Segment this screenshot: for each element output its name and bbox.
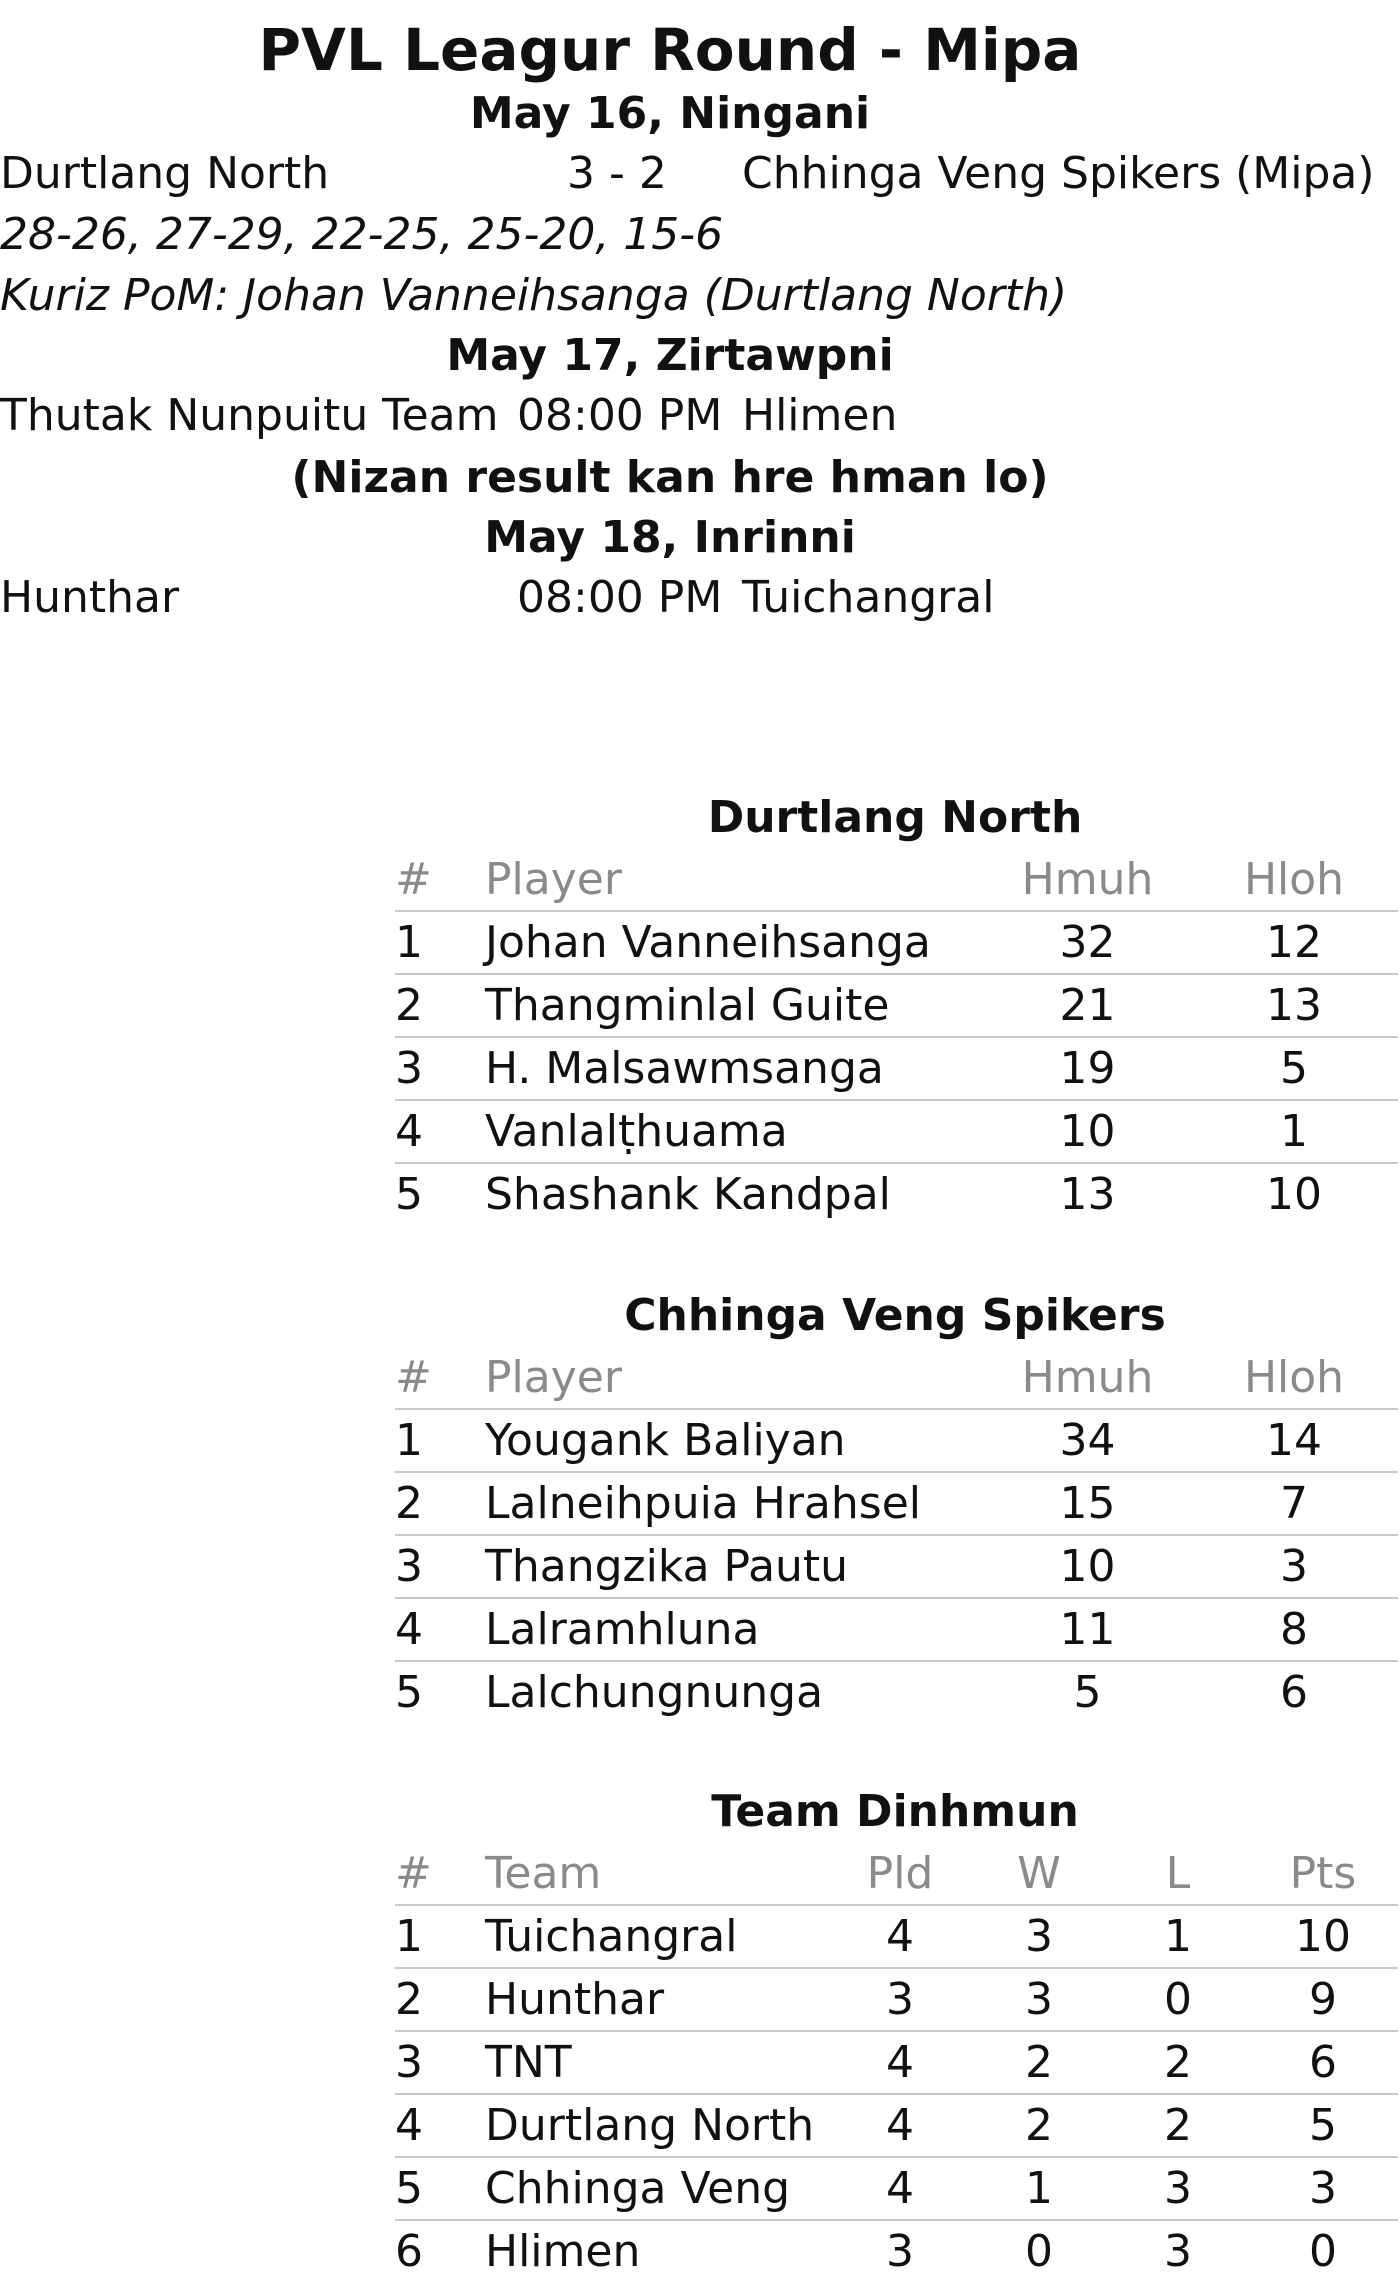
chhinga-veng-stats-title: Chhinga Veng Spikers (624, 1290, 1166, 1341)
row-rank: 2 (395, 1968, 485, 2031)
row-points: 6 (1248, 2031, 1398, 2094)
row-points: 10 (1248, 1905, 1398, 1968)
row-lost: 3 (1108, 2157, 1248, 2220)
table-row (395, 1598, 1398, 1661)
row-played: 4 (830, 2094, 970, 2157)
table-row (395, 2157, 1398, 2220)
row-played: 3 (830, 1968, 970, 2031)
col-header-hmuh: Hmuh (985, 1346, 1190, 1409)
table-row (395, 2220, 1398, 2282)
match3-date: May 18, Inrinni (484, 512, 856, 563)
row-rank: 3 (395, 2031, 485, 2094)
row-player: Lalramhluna (485, 1598, 985, 1661)
row-hmuh: 5 (1073, 1667, 1102, 1718)
col-header-points: Pts (1248, 1842, 1398, 1905)
table-row (395, 1163, 1398, 1225)
table-row (395, 1968, 1398, 2031)
row-won: 3 (970, 1905, 1108, 1968)
match1-date: May 16, Ningani (469, 88, 871, 139)
row-rank: 4 (395, 1598, 485, 1661)
table-header-row (395, 848, 1398, 911)
row-points: 0 (1309, 2226, 1337, 2277)
row-team: TNT (485, 2031, 830, 2094)
team-standings-title: Team Dinhmun (711, 1786, 1079, 1837)
row-rank: 5 (395, 1667, 423, 1718)
row-lost: 3 (1164, 2226, 1192, 2277)
col-header-rank: # (395, 848, 485, 911)
durtlang-north-stats-title: Durtlang North (707, 792, 1083, 843)
row-player: Lalneihpuia Hrahsel (485, 1472, 985, 1535)
row-lost: 1 (1108, 1905, 1248, 1968)
col-header-player: Player (485, 1346, 985, 1409)
row-played: 4 (830, 2031, 970, 2094)
row-team: Tuichangral (485, 1905, 830, 1968)
row-hloh: 12 (1190, 911, 1398, 974)
row-rank: 2 (395, 974, 485, 1037)
row-hloh: 5 (1190, 1037, 1398, 1100)
row-hloh: 3 (1190, 1535, 1398, 1598)
match2-time: 08:00 PM (517, 390, 723, 441)
row-hmuh: 21 (985, 974, 1190, 1037)
row-hloh: 13 (1190, 974, 1398, 1037)
row-won: 0 (1025, 2226, 1053, 2277)
row-rank: 5 (395, 1169, 423, 1220)
table-row (395, 1409, 1398, 1472)
chhinga-veng-stats-table (395, 1346, 1398, 1723)
col-header-team: Team (485, 1842, 830, 1905)
table-row (395, 911, 1398, 974)
row-rank: 6 (395, 2226, 423, 2277)
col-header-lost: L (1108, 1842, 1248, 1905)
row-rank: 2 (395, 1472, 485, 1535)
durtlang-north-stats-table (395, 848, 1398, 1225)
match2-note: (Nizan result kan hre hman lo) (291, 452, 1049, 503)
row-rank: 3 (395, 1037, 485, 1100)
row-played: 4 (830, 2157, 970, 2220)
row-hloh: 8 (1190, 1598, 1398, 1661)
col-header-played: Pld (830, 1842, 970, 1905)
match1-score: 3 - 2 (567, 148, 667, 199)
row-hmuh: 10 (985, 1535, 1190, 1598)
row-hmuh: 11 (985, 1598, 1190, 1661)
match1-player-of-match: Kuriz PoM: Johan Vanneihsanga (Durtlang North) (0, 270, 1068, 321)
table-row (395, 1535, 1398, 1598)
match2-date: May 17, Zirtawpni (446, 330, 894, 381)
row-rank: 1 (395, 1409, 485, 1472)
row-points: 9 (1248, 1968, 1398, 2031)
table-row (395, 1037, 1398, 1100)
row-lost: 2 (1108, 2094, 1248, 2157)
row-hmuh: 19 (985, 1037, 1190, 1100)
row-hloh: 7 (1190, 1472, 1398, 1535)
table-row (395, 1661, 1398, 1723)
col-header-won: W (970, 1842, 1108, 1905)
row-hloh: 6 (1280, 1667, 1308, 1718)
row-lost: 2 (1108, 2031, 1248, 2094)
row-player: Shashank Kandpal (485, 1169, 891, 1220)
match3-home-team: Hunthar (0, 572, 180, 623)
row-player: Lalchungnunga (485, 1667, 824, 1718)
row-hloh: 14 (1190, 1409, 1398, 1472)
row-player: Yougank Baliyan (485, 1409, 985, 1472)
row-rank: 3 (395, 1535, 485, 1598)
table-row (395, 974, 1398, 1037)
page-title: PVL Leagur Round - Mipa (258, 16, 1082, 84)
row-points: 5 (1248, 2094, 1398, 2157)
table-row (395, 1472, 1398, 1535)
match2-home-team: Thutak Nunpuitu Team (0, 390, 499, 441)
row-team: Durtlang North (485, 2094, 830, 2157)
table-header-row (395, 1842, 1398, 1905)
row-won: 3 (970, 1968, 1108, 2031)
match1-home-team: Durtlang North (0, 148, 330, 199)
row-player: Thangminlal Guite (485, 974, 985, 1037)
table-row (395, 2094, 1398, 2157)
match2-away-team: Hlimen (742, 390, 898, 441)
row-hmuh: 32 (985, 911, 1190, 974)
col-header-hloh: Hloh (1190, 848, 1398, 911)
col-header-rank: # (395, 1842, 485, 1905)
row-rank: 4 (395, 2094, 485, 2157)
row-hmuh: 10 (985, 1100, 1190, 1163)
match3-time: 08:00 PM (517, 572, 723, 623)
row-player: Vanlalṭhuama (485, 1100, 985, 1163)
row-hloh: 1 (1190, 1100, 1398, 1163)
row-hmuh: 34 (985, 1409, 1190, 1472)
match1-away-team: Chhinga Veng Spikers (Mipa) (742, 148, 1375, 199)
row-won: 1 (970, 2157, 1108, 2220)
row-won: 2 (970, 2094, 1108, 2157)
row-player: Johan Vanneihsanga (485, 911, 985, 974)
row-points: 3 (1248, 2157, 1398, 2220)
row-lost: 0 (1108, 1968, 1248, 2031)
row-player: H. Malsawmsanga (485, 1037, 985, 1100)
table-header-row (395, 1346, 1398, 1409)
row-team: Hlimen (485, 2226, 641, 2277)
row-rank: 5 (395, 2157, 485, 2220)
col-header-hmuh: Hmuh (985, 848, 1190, 911)
match3-away-team: Tuichangral (742, 572, 995, 623)
team-standings-table (395, 1842, 1398, 2282)
row-hmuh: 13 (1059, 1169, 1116, 1220)
row-player: Thangzika Pautu (485, 1535, 985, 1598)
row-team: Hunthar (485, 1968, 830, 2031)
col-header-player: Player (485, 848, 985, 911)
row-team: Chhinga Veng (485, 2157, 830, 2220)
col-header-hloh: Hloh (1190, 1346, 1398, 1409)
row-hmuh: 15 (985, 1472, 1190, 1535)
row-rank: 1 (395, 911, 485, 974)
row-played: 3 (886, 2226, 914, 2277)
row-played: 4 (830, 1905, 970, 1968)
table-row (395, 2031, 1398, 2094)
row-rank: 1 (395, 1905, 485, 1968)
row-rank: 4 (395, 1100, 485, 1163)
row-hloh: 10 (1266, 1169, 1322, 1220)
table-row (395, 1905, 1398, 1968)
row-won: 2 (970, 2031, 1108, 2094)
table-row (395, 1100, 1398, 1163)
col-header-rank: # (395, 1346, 485, 1409)
match1-set-scores: 28-26, 27-29, 22-25, 25-20, 15-6 (0, 209, 724, 260)
